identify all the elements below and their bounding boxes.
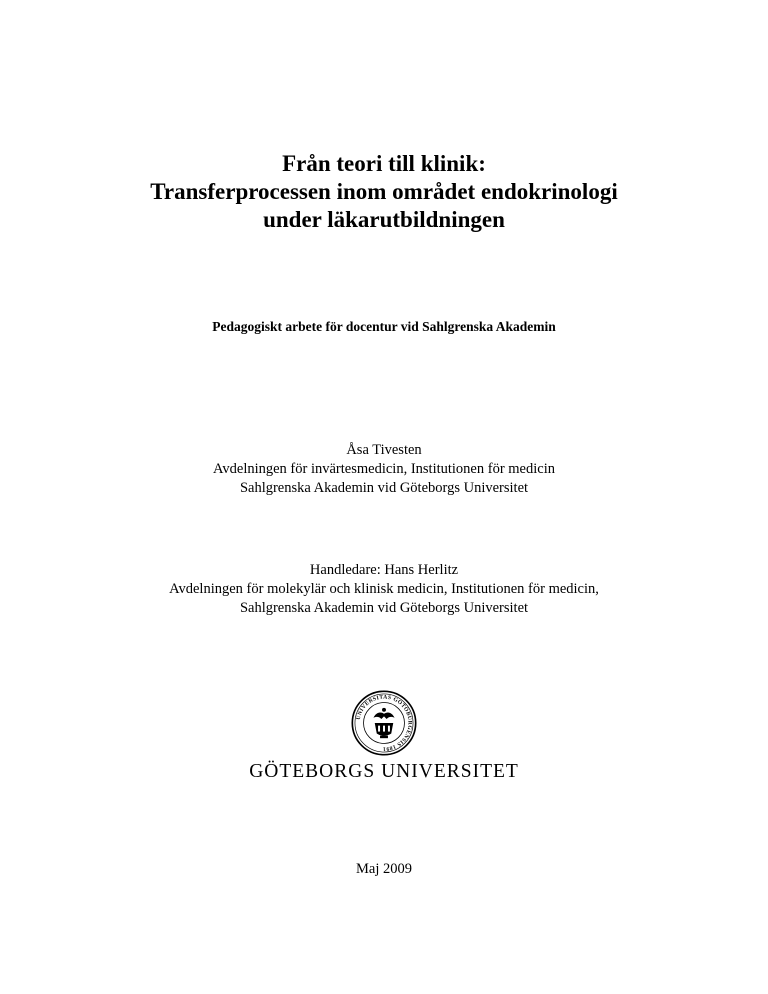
supervisor-department: Avdelningen för molekylär och klinisk medicin, Institutionen för medicin, xyxy=(169,581,599,597)
author-institution: Sahlgrenska Akademin vid Göteborgs Universitet xyxy=(239,480,529,496)
document-subtitle: Pedagogiskt arbete för docentur vid Sahlgrenska Akademin xyxy=(212,319,556,334)
seal-text: UNIVERSITAS GOTOBURGENSIS 1891 xyxy=(355,694,413,752)
university-logo xyxy=(0,690,768,784)
author-block xyxy=(0,441,768,498)
supervisor-institution: Sahlgrenska Akademin vid Göteborgs Universitet xyxy=(239,600,529,616)
supervisor-block xyxy=(0,561,768,618)
university-name: GÖTEBORGS UNIVERSITET xyxy=(249,761,519,782)
svg-text:UNIVERSITAS GOTOBURGENSIS 1891 xyxy=(356,694,413,751)
supervisor-name: Handledare: Hans Herlitz xyxy=(309,562,459,578)
author-name: Åsa Tivesten xyxy=(346,442,422,458)
title-line-3: under läkarutbildningen xyxy=(263,207,505,232)
document-title xyxy=(0,150,768,234)
university-seal-icon xyxy=(351,690,417,756)
title-line-2: Transferprocessen inom området endokrinologi xyxy=(150,179,618,204)
author-department: Avdelningen för invärtesmedicin, Institutionen för medicin xyxy=(212,461,555,477)
document-date: Maj 2009 xyxy=(356,861,412,877)
title-line-1: Från teori till klinik: xyxy=(282,151,486,176)
